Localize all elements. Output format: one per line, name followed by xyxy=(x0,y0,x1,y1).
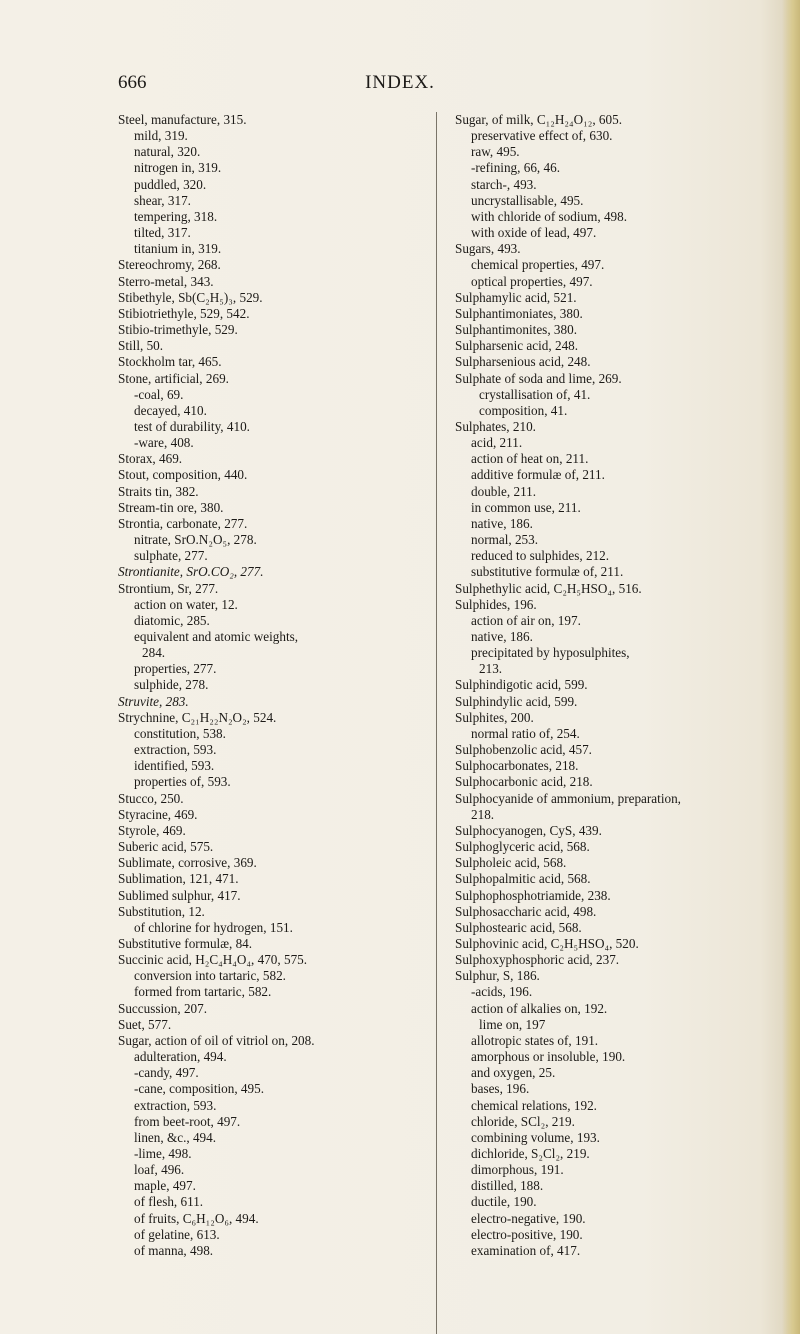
index-entry: 213. xyxy=(479,661,503,677)
index-entry: Sulphocyanogen, CyS, 439. xyxy=(455,822,602,838)
index-entry: loaf, 496. xyxy=(134,1162,185,1178)
index-entry: acid, 211. xyxy=(471,435,523,451)
index-entry: Still, 50. xyxy=(118,338,164,354)
index-entry: Sulphopalmitic acid, 568. xyxy=(455,871,591,887)
index-entry: puddled, 320. xyxy=(134,176,207,192)
index-entry: Sulphophosphotriamide, 238. xyxy=(455,887,611,903)
index-entry: of manna, 498. xyxy=(134,1242,214,1258)
index-entry: lime on, 197 xyxy=(479,1016,546,1032)
index-entry: mild, 319. xyxy=(134,128,188,144)
index-entry: decayed, 410. xyxy=(134,402,207,418)
index-entry: sulphate, 277. xyxy=(134,548,208,564)
index-entry: Sulphantimoniates, 380. xyxy=(455,305,583,321)
running-title: INDEX. xyxy=(365,72,435,93)
index-entry: natural, 320. xyxy=(134,144,201,160)
index-entry: Styracine, 469. xyxy=(118,806,198,822)
index-entry: Sulphantimonites, 380. xyxy=(455,322,577,338)
index-entry: Sulpharsenious acid, 248. xyxy=(455,354,591,370)
index-entry: titanium in, 319. xyxy=(134,241,222,257)
index-entry: Suet, 577. xyxy=(118,1016,172,1032)
index-entry: Sublimed sulphur, 417. xyxy=(118,887,241,903)
index-entry: action of alkalies on, 192. xyxy=(471,1000,608,1016)
index-entry: Sulphoxyphosphoric acid, 237. xyxy=(455,952,620,968)
index-entry: Sulphides, 196. xyxy=(455,596,537,612)
index-entry: starch-, 493. xyxy=(471,176,537,192)
index-entry: in common use, 211. xyxy=(471,499,581,515)
index-entry: constitution, 538. xyxy=(134,725,226,741)
index-entry: Stout, composition, 440. xyxy=(118,467,248,483)
index-entry: 218. xyxy=(471,806,495,822)
index-entry: Stream-tin ore, 380. xyxy=(118,499,224,515)
index-entry: Strontia, carbonate, 277. xyxy=(118,515,248,531)
index-entry: linen, &c., 494. xyxy=(134,1129,217,1145)
index-entry: precipitated by hyposulphites, xyxy=(471,645,630,661)
index-entry: crystallisation of, 41. xyxy=(479,386,591,402)
index-entry: normal ratio of, 254. xyxy=(471,725,580,741)
index-entry: Steel, manufacture, 315. xyxy=(118,112,247,127)
index-entry: Sulphoglyceric acid, 568. xyxy=(455,839,590,855)
index-entry: Sulphosaccharic acid, 498. xyxy=(455,903,597,919)
index-entry: properties, 277. xyxy=(134,661,217,677)
page-number: 666 xyxy=(118,72,147,93)
index-entry: chemical properties, 497. xyxy=(471,257,605,273)
column-divider xyxy=(436,112,437,1334)
index-entry: test of durability, 410. xyxy=(134,418,250,434)
index-entry: 284. xyxy=(142,645,166,661)
index-entry: tilted, 317. xyxy=(134,225,191,241)
index-entry: from beet-root, 497. xyxy=(134,1113,241,1129)
index-entry: additive formulæ of, 211. xyxy=(471,467,605,483)
index-entry: electro-positive, 190. xyxy=(471,1226,583,1242)
index-entry: Substitution, 12. xyxy=(118,903,205,919)
index-entry: dichloride, S₂Cl₂, 219. xyxy=(471,1146,590,1161)
index-entry: Succussion, 207. xyxy=(118,1000,208,1016)
index-entry: composition, 41. xyxy=(479,402,568,418)
index-entry: Stibio-trimethyle, 529. xyxy=(118,322,238,338)
index-entry: optical properties, 497. xyxy=(471,273,593,289)
index-entry: ductile, 190. xyxy=(471,1194,537,1210)
index-entry: Sugar, action of oil of vitriol on, 208. xyxy=(118,1032,315,1048)
index-entry: action on water, 12. xyxy=(134,596,238,612)
index-entry: -cane, composition, 495. xyxy=(134,1081,265,1097)
index-entry: extraction, 593. xyxy=(134,742,217,758)
index-entry: Stucco, 250. xyxy=(118,790,184,806)
index-entry: amorphous or insoluble, 190. xyxy=(471,1049,626,1065)
index-entry: Stone, artificial, 269. xyxy=(118,370,229,386)
index-entry: Sulphindylic acid, 599. xyxy=(455,693,578,709)
index-entry: adulteration, 494. xyxy=(134,1049,227,1065)
index-entry: Styrole, 469. xyxy=(118,822,186,838)
index-entry: Sulphobenzolic acid, 457. xyxy=(455,742,592,758)
index-entry: Sulphamylic acid, 521. xyxy=(455,289,577,305)
index-entry: substitutive formulæ of, 211. xyxy=(471,564,624,580)
index-entry: Sulphocyanide of ammonium, preparation, xyxy=(455,790,681,806)
index-entry: Sugars, 493. xyxy=(455,241,521,257)
index-entry: Stereochromy, 268. xyxy=(118,257,221,273)
index-entry: Sulphethylic acid, C₂H₅HSO₄, 516. xyxy=(455,580,642,596)
index-entry: Sulphovinic acid, C₂H₅HSO₄, 520. xyxy=(455,935,639,951)
index-entry: conversion into tartaric, 582. xyxy=(134,968,286,984)
index-entry: native, 186. xyxy=(471,515,533,531)
index-entry: diatomic, 285. xyxy=(134,612,210,628)
index-column-left xyxy=(118,112,418,1259)
index-entry: Sulphates, 210. xyxy=(455,418,536,434)
index-entry: examination of, 417. xyxy=(471,1242,581,1258)
index-entry: sulphide, 278. xyxy=(134,677,209,693)
index-entry: dimorphous, 191. xyxy=(471,1162,564,1178)
index-entry: allotropic states of, 191. xyxy=(471,1032,599,1048)
index-entry: double, 211. xyxy=(471,483,537,499)
index-entry: Suberic acid, 575. xyxy=(118,839,214,855)
index-entry: Sulpholeic acid, 568. xyxy=(455,855,567,871)
index-entry: Sublimate, corrosive, 369. xyxy=(118,855,257,871)
index-entry: Struvite, 283. xyxy=(118,693,189,709)
index-entry: reduced to sulphides, 212. xyxy=(471,548,610,564)
index-entry: Sulphindigotic acid, 599. xyxy=(455,677,588,693)
index-entry: identified, 593. xyxy=(134,758,215,774)
index-entry: -candy, 497. xyxy=(134,1065,199,1081)
index-entry: tempering, 318. xyxy=(134,208,218,224)
index-entry: maple, 497. xyxy=(134,1178,196,1194)
index-entry: and oxygen, 25. xyxy=(471,1065,556,1081)
index-entry: combining volume, 193. xyxy=(471,1129,600,1145)
index-entry: Sulphur, S, 186. xyxy=(455,968,540,984)
index-entry: Sulphocarbonates, 218. xyxy=(455,758,579,774)
index-entry: Strontianite, SrO.CO₂, 277. xyxy=(118,564,264,580)
index-entry: preservative effect of, 630. xyxy=(471,128,613,144)
index-entry: Stibethyle, Sb(C₂H₅)₃, 529. xyxy=(118,289,263,305)
index-entry: properties of, 593. xyxy=(134,774,231,790)
index-entry: uncrystallisable, 495. xyxy=(471,192,584,208)
index-entry: action of heat on, 211. xyxy=(471,451,589,467)
index-entry: Stockholm tar, 465. xyxy=(118,354,222,370)
index-entry: Sulphate of soda and lime, 269. xyxy=(455,370,622,386)
index-entry: raw, 495. xyxy=(471,144,520,160)
index-entry: with oxide of lead, 497. xyxy=(471,225,597,241)
index-entry: -acids, 196. xyxy=(471,984,533,1000)
page-edge xyxy=(782,0,800,1334)
page-header xyxy=(0,72,800,102)
index-entry: with chloride of sodium, 498. xyxy=(471,208,628,224)
index-entry: nitrogen in, 319. xyxy=(134,160,222,176)
index-entry: Sugar, of milk, C₁₂H₂₄O₁₂, 605. xyxy=(455,112,622,127)
index-entry: of chlorine for hydrogen, 151. xyxy=(134,919,293,935)
index-entry: formed from tartaric, 582. xyxy=(134,984,272,1000)
index-entry: Sulphostearic acid, 568. xyxy=(455,919,582,935)
index-entry: native, 186. xyxy=(471,629,533,644)
index-column-right xyxy=(455,112,780,1259)
index-entry: -refining, 66, 46. xyxy=(471,160,560,176)
index-entry: Strychnine, C₂₁H₂₂N₂O₂, 524. xyxy=(118,709,277,725)
index-entry: electro-negative, 190. xyxy=(471,1210,586,1226)
index-entry: Sulphocarbonic acid, 218. xyxy=(455,774,593,790)
index-entry: Substitutive formulæ, 84. xyxy=(118,935,253,951)
index-entry: Straits tin, 382. xyxy=(118,483,199,499)
index-entry: chemical relations, 192. xyxy=(471,1097,597,1113)
index-entry: bases, 196. xyxy=(471,1081,530,1097)
index-entry: Stibiotriethyle, 529, 542. xyxy=(118,305,250,321)
index-entry: -ware, 408. xyxy=(134,435,194,451)
index-entry: action of air on, 197. xyxy=(471,612,581,628)
index-entry: normal, 253. xyxy=(471,532,539,548)
index-entry: Sulphites, 200. xyxy=(455,709,534,725)
index-entry: chloride, SCl₂, 219. xyxy=(471,1113,575,1129)
index-entry: Sublimation, 121, 471. xyxy=(118,871,239,887)
index-entry: distilled, 188. xyxy=(471,1178,544,1194)
index-entry: -coal, 69. xyxy=(134,386,184,402)
index-entry: Succinic acid, H₂C₄H₄O₄, 470, 575. xyxy=(118,952,308,968)
index-entry: of gelatine, 613. xyxy=(134,1226,220,1242)
index-entry: of fruits, C₆H₁₂O₆, 494. xyxy=(134,1210,259,1226)
index-entry: nitrate, SrO.N₂O₅, 278. xyxy=(134,532,257,548)
index-entry: extraction, 593. xyxy=(134,1097,217,1113)
index-entry: Storax, 469. xyxy=(118,451,183,467)
index-entry: -lime, 498. xyxy=(134,1146,192,1161)
index-entry: Sulpharsenic acid, 248. xyxy=(455,338,579,354)
index-entry: shear, 317. xyxy=(134,192,191,208)
index-entry: Strontium, Sr, 277. xyxy=(118,580,219,596)
index-entry: equivalent and atomic weights, xyxy=(134,629,299,644)
index-entry: Sterro-metal, 343. xyxy=(118,273,214,289)
index-entry: of flesh, 611. xyxy=(134,1194,204,1210)
